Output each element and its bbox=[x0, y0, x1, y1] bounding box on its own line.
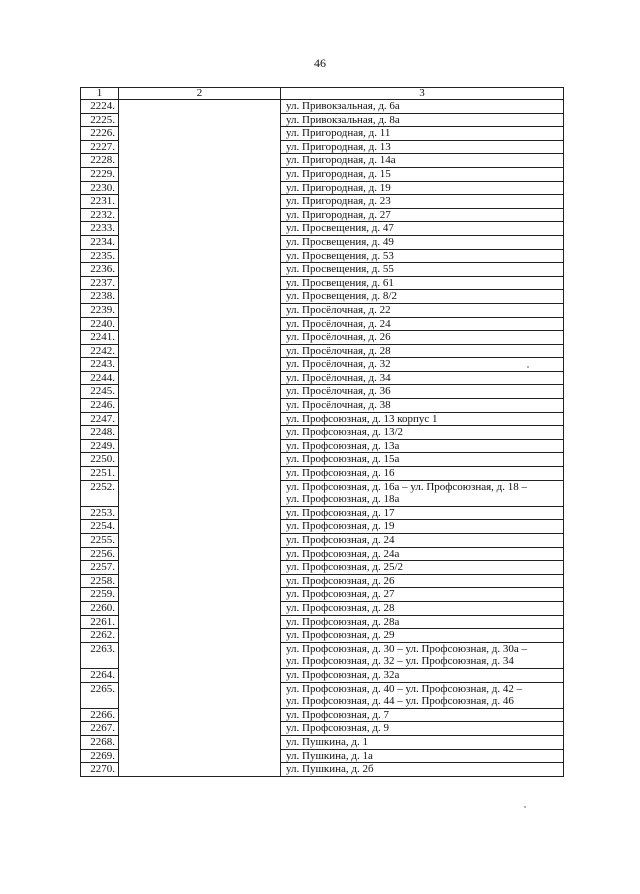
empty-cell bbox=[119, 453, 281, 467]
row-number: 2236. bbox=[81, 263, 119, 277]
empty-cell bbox=[119, 439, 281, 453]
row-number: 2235. bbox=[81, 249, 119, 263]
table-row bbox=[81, 642, 564, 668]
row-number: 2247. bbox=[81, 412, 119, 426]
address-cell: ул. Профсоюзная, д. 26 bbox=[281, 574, 564, 588]
table-row bbox=[81, 181, 564, 195]
address-cell: ул. Привокзальная, д. 6а bbox=[281, 100, 564, 114]
empty-cell bbox=[119, 735, 281, 749]
empty-cell bbox=[119, 588, 281, 602]
address-cell: ул. Профсоюзная, д. 13 корпус 1 bbox=[281, 412, 564, 426]
address-cell: ул. Пушкина, д. 1 bbox=[281, 735, 564, 749]
row-number: 2225. bbox=[81, 113, 119, 127]
row-number: 2251. bbox=[81, 467, 119, 481]
address-cell: ул. Профсоюзная, д. 13а bbox=[281, 439, 564, 453]
row-number: 2232. bbox=[81, 208, 119, 222]
row-number: 2254. bbox=[81, 520, 119, 534]
empty-cell bbox=[119, 195, 281, 209]
address-table bbox=[80, 87, 564, 777]
address-cell: ул. Просвещения, д. 55 bbox=[281, 263, 564, 277]
empty-cell bbox=[119, 642, 281, 668]
row-number: 2265. bbox=[81, 682, 119, 708]
table-row bbox=[81, 534, 564, 548]
table-row bbox=[81, 722, 564, 736]
table-row bbox=[81, 290, 564, 304]
table-row bbox=[81, 127, 564, 141]
empty-cell bbox=[119, 668, 281, 682]
empty-cell bbox=[119, 140, 281, 154]
table-row bbox=[81, 520, 564, 534]
empty-cell bbox=[119, 412, 281, 426]
row-number: 2252. bbox=[81, 480, 119, 506]
row-number: 2238. bbox=[81, 290, 119, 304]
address-cell: ул. Просёлочная, д. 34 bbox=[281, 371, 564, 385]
row-number: 2229. bbox=[81, 167, 119, 181]
row-number: 2255. bbox=[81, 534, 119, 548]
table-header-row bbox=[81, 88, 564, 100]
empty-cell bbox=[119, 358, 281, 372]
address-cell: ул. Профсоюзная, д. 28 bbox=[281, 601, 564, 615]
row-number: 2269. bbox=[81, 749, 119, 763]
row-number: 2267. bbox=[81, 722, 119, 736]
empty-cell bbox=[119, 506, 281, 520]
address-cell: ул. Профсоюзная, д. 16а – ул. Профсоюзная, д. 18 – ул. Профсоюзная, д. 18а bbox=[281, 480, 564, 506]
table-row bbox=[81, 708, 564, 722]
table-row bbox=[81, 208, 564, 222]
table-row bbox=[81, 547, 564, 561]
table-row bbox=[81, 399, 564, 413]
table-row bbox=[81, 263, 564, 277]
empty-cell bbox=[119, 235, 281, 249]
table-row bbox=[81, 763, 564, 777]
table-row bbox=[81, 371, 564, 385]
table-row bbox=[81, 439, 564, 453]
scan-speck bbox=[524, 806, 526, 808]
table-row bbox=[81, 480, 564, 506]
row-number: 2260. bbox=[81, 601, 119, 615]
row-number: 2253. bbox=[81, 506, 119, 520]
address-cell: ул. Профсоюзная, д. 29 bbox=[281, 629, 564, 643]
address-cell: ул. Профсоюзная, д. 9 bbox=[281, 722, 564, 736]
table-row bbox=[81, 506, 564, 520]
table-row bbox=[81, 682, 564, 708]
address-cell: ул. Просвещения, д. 61 bbox=[281, 276, 564, 290]
row-number: 2224. bbox=[81, 100, 119, 114]
page-number: 46 bbox=[314, 56, 326, 70]
empty-cell bbox=[119, 181, 281, 195]
address-cell: ул. Пригородная, д. 11 bbox=[281, 127, 564, 141]
row-number: 2248. bbox=[81, 426, 119, 440]
empty-cell bbox=[119, 534, 281, 548]
address-cell: ул. Профсоюзная, д. 27 bbox=[281, 588, 564, 602]
empty-cell bbox=[119, 331, 281, 345]
table-row bbox=[81, 735, 564, 749]
table-row bbox=[81, 331, 564, 345]
address-cell: ул. Профсоюзная, д. 40 – ул. Профсоюзная, д. 42 – ул. Профсоюзная, д. 44 – ул. Профсоюзная, д. 46 bbox=[281, 682, 564, 708]
row-number: 2249. bbox=[81, 439, 119, 453]
table-row bbox=[81, 629, 564, 643]
address-cell: ул. Просёлочная, д. 26 bbox=[281, 331, 564, 345]
address-cell: ул. Просёлочная, д. 32 bbox=[281, 358, 564, 372]
empty-cell bbox=[119, 113, 281, 127]
address-cell: ул. Профсоюзная, д. 13/2 bbox=[281, 426, 564, 440]
row-number: 2266. bbox=[81, 708, 119, 722]
row-number: 2242. bbox=[81, 344, 119, 358]
address-cell: ул. Пригородная, д. 27 bbox=[281, 208, 564, 222]
empty-cell bbox=[119, 615, 281, 629]
empty-cell bbox=[119, 276, 281, 290]
empty-cell bbox=[119, 467, 281, 481]
empty-cell bbox=[119, 208, 281, 222]
address-cell: ул. Профсоюзная, д. 7 bbox=[281, 708, 564, 722]
empty-cell bbox=[119, 520, 281, 534]
scan-speck bbox=[527, 366, 529, 368]
row-number: 2230. bbox=[81, 181, 119, 195]
address-cell: ул. Просвещения, д. 8/2 bbox=[281, 290, 564, 304]
row-number: 2237. bbox=[81, 276, 119, 290]
table-row bbox=[81, 749, 564, 763]
column-header-1: 1 bbox=[81, 88, 119, 100]
table-row bbox=[81, 222, 564, 236]
empty-cell bbox=[119, 547, 281, 561]
empty-cell bbox=[119, 561, 281, 575]
address-cell: ул. Профсоюзная, д. 17 bbox=[281, 506, 564, 520]
table-row bbox=[81, 276, 564, 290]
row-number: 2231. bbox=[81, 195, 119, 209]
empty-cell bbox=[119, 371, 281, 385]
empty-cell bbox=[119, 763, 281, 777]
table-row bbox=[81, 358, 564, 372]
row-number: 2239. bbox=[81, 303, 119, 317]
row-number: 2270. bbox=[81, 763, 119, 777]
empty-cell bbox=[119, 708, 281, 722]
table-row bbox=[81, 167, 564, 181]
table-row bbox=[81, 317, 564, 331]
address-cell: ул. Просёлочная, д. 28 bbox=[281, 344, 564, 358]
table-row bbox=[81, 467, 564, 481]
empty-cell bbox=[119, 249, 281, 263]
table-row bbox=[81, 615, 564, 629]
address-cell: ул. Пригородная, д. 19 bbox=[281, 181, 564, 195]
empty-cell bbox=[119, 100, 281, 114]
empty-cell bbox=[119, 167, 281, 181]
address-cell: ул. Просвещения, д. 53 bbox=[281, 249, 564, 263]
column-header-2: 2 bbox=[119, 88, 281, 100]
address-cell: ул. Пушкина, д. 1а bbox=[281, 749, 564, 763]
row-number: 2268. bbox=[81, 735, 119, 749]
empty-cell bbox=[119, 722, 281, 736]
empty-cell bbox=[119, 601, 281, 615]
empty-cell bbox=[119, 574, 281, 588]
row-number: 2244. bbox=[81, 371, 119, 385]
row-number: 2227. bbox=[81, 140, 119, 154]
row-number: 2262. bbox=[81, 629, 119, 643]
empty-cell bbox=[119, 222, 281, 236]
table-row bbox=[81, 412, 564, 426]
address-cell: ул. Профсоюзная, д. 24 bbox=[281, 534, 564, 548]
empty-cell bbox=[119, 385, 281, 399]
address-cell: ул. Просёлочная, д. 38 bbox=[281, 399, 564, 413]
address-cell: ул. Пригородная, д. 23 bbox=[281, 195, 564, 209]
address-cell: ул. Пригородная, д. 13 bbox=[281, 140, 564, 154]
address-cell: ул. Профсоюзная, д. 16 bbox=[281, 467, 564, 481]
row-number: 2250. bbox=[81, 453, 119, 467]
table-row bbox=[81, 195, 564, 209]
address-cell: ул. Профсоюзная, д. 25/2 bbox=[281, 561, 564, 575]
address-cell: ул. Просёлочная, д. 24 bbox=[281, 317, 564, 331]
table-row bbox=[81, 344, 564, 358]
address-cell: ул. Просвещения, д. 49 bbox=[281, 235, 564, 249]
empty-cell bbox=[119, 399, 281, 413]
empty-cell bbox=[119, 426, 281, 440]
empty-cell bbox=[119, 290, 281, 304]
empty-cell bbox=[119, 480, 281, 506]
table-row bbox=[81, 249, 564, 263]
table-row bbox=[81, 385, 564, 399]
table-row bbox=[81, 154, 564, 168]
table-row bbox=[81, 453, 564, 467]
row-number: 2228. bbox=[81, 154, 119, 168]
address-cell: ул. Пригородная, д. 14а bbox=[281, 154, 564, 168]
column-header-3: 3 bbox=[281, 88, 564, 100]
table-row bbox=[81, 140, 564, 154]
address-cell: ул. Профсоюзная, д. 32а bbox=[281, 668, 564, 682]
empty-cell bbox=[119, 749, 281, 763]
row-number: 2243. bbox=[81, 358, 119, 372]
row-number: 2240. bbox=[81, 317, 119, 331]
address-cell: ул. Профсоюзная, д. 19 bbox=[281, 520, 564, 534]
address-cell: ул. Пригородная, д. 15 bbox=[281, 167, 564, 181]
row-number: 2264. bbox=[81, 668, 119, 682]
address-cell: ул. Просёлочная, д. 36 bbox=[281, 385, 564, 399]
address-cell: ул. Просёлочная, д. 22 bbox=[281, 303, 564, 317]
empty-cell bbox=[119, 344, 281, 358]
empty-cell bbox=[119, 682, 281, 708]
address-cell: ул. Профсоюзная, д. 15а bbox=[281, 453, 564, 467]
empty-cell bbox=[119, 303, 281, 317]
address-cell: ул. Профсоюзная, д. 24а bbox=[281, 547, 564, 561]
row-number: 2226. bbox=[81, 127, 119, 141]
empty-cell bbox=[119, 317, 281, 331]
row-number: 2258. bbox=[81, 574, 119, 588]
table-row bbox=[81, 601, 564, 615]
row-number: 2257. bbox=[81, 561, 119, 575]
row-number: 2259. bbox=[81, 588, 119, 602]
row-number: 2241. bbox=[81, 331, 119, 345]
row-number: 2233. bbox=[81, 222, 119, 236]
empty-cell bbox=[119, 154, 281, 168]
address-cell: ул. Привокзальная, д. 8а bbox=[281, 113, 564, 127]
table-row bbox=[81, 303, 564, 317]
empty-cell bbox=[119, 629, 281, 643]
address-cell: ул. Просвещения, д. 47 bbox=[281, 222, 564, 236]
table-row bbox=[81, 235, 564, 249]
address-cell: ул. Профсоюзная, д. 28а bbox=[281, 615, 564, 629]
table-row bbox=[81, 113, 564, 127]
table-row bbox=[81, 100, 564, 114]
row-number: 2261. bbox=[81, 615, 119, 629]
row-number: 2263. bbox=[81, 642, 119, 668]
empty-cell bbox=[119, 127, 281, 141]
table-row bbox=[81, 668, 564, 682]
table-row bbox=[81, 574, 564, 588]
address-cell: ул. Пушкина, д. 2б bbox=[281, 763, 564, 777]
table-row bbox=[81, 561, 564, 575]
row-number: 2245. bbox=[81, 385, 119, 399]
table-row bbox=[81, 426, 564, 440]
row-number: 2256. bbox=[81, 547, 119, 561]
row-number: 2234. bbox=[81, 235, 119, 249]
address-cell: ул. Профсоюзная, д. 30 – ул. Профсоюзная, д. 30а – ул. Профсоюзная, д. 32 – ул. Профсоюзная, д. 34 bbox=[281, 642, 564, 668]
row-number: 2246. bbox=[81, 399, 119, 413]
empty-cell bbox=[119, 263, 281, 277]
table-row bbox=[81, 588, 564, 602]
